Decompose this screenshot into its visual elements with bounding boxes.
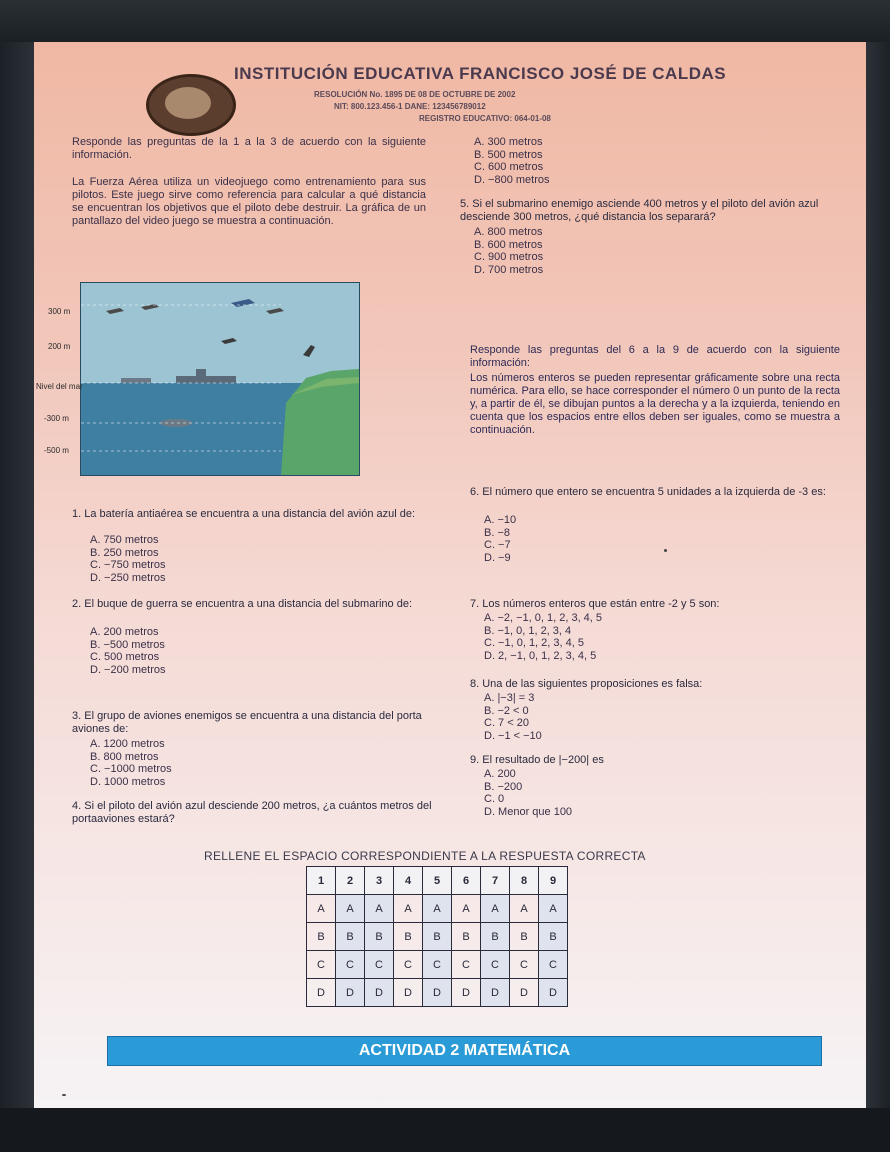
illustration-scene (81, 283, 359, 475)
school-name: INSTITUCIÓN EDUCATIVA FRANCISCO JOSÉ DE CALDAS (234, 64, 727, 83)
answer-bubble[interactable]: A (365, 895, 394, 923)
option[interactable]: A. 200 metros (90, 626, 159, 638)
crest-emblem (165, 87, 211, 119)
warship-icon (121, 378, 151, 383)
answer-row-c (307, 951, 568, 979)
answer-row-d (307, 979, 568, 1007)
option[interactable]: D. −1 < −10 (484, 729, 542, 742)
answer-bubble[interactable]: D (510, 979, 539, 1007)
left-instruction: Responde las preguntas de la 1 a la 3 de acuerdo con la siguiente información. (72, 136, 426, 161)
option[interactable]: A. −10 (484, 514, 517, 526)
question-9-stem: 9. El resultado de |−200| es (470, 754, 604, 766)
answer-bubble[interactable]: D (394, 979, 423, 1007)
answer-bubble[interactable]: B (365, 923, 394, 951)
left-paragraph: La Fuerza Aérea utiliza un videojuego como entrenamiento para sus pilotos. Este juego sirve como referencia para calcular a qué distancia se encuentran los objetivos que el piloto debe destruir. La gráfica de un pantallazo del video juego se muestra a continuación. (72, 176, 426, 227)
illus-label-minus300: -300 m (44, 414, 69, 423)
answer-header-row (307, 867, 568, 895)
answer-bubble[interactable]: A (510, 895, 539, 923)
school-crest-icon (146, 74, 236, 136)
videogame-illustration (80, 282, 360, 476)
answer-bubble[interactable]: D (539, 979, 568, 1007)
option[interactable]: A. 750 metros (90, 534, 159, 546)
answer-bubble[interactable]: A (307, 895, 336, 923)
option[interactable]: A. 800 metros (474, 226, 543, 238)
carrier-tower (196, 369, 206, 376)
option[interactable]: B. 600 metros (474, 238, 543, 251)
answer-bubble[interactable]: D (365, 979, 394, 1007)
option[interactable]: C. 500 metros (90, 651, 160, 663)
option[interactable]: D. Menor que 100 (484, 805, 573, 818)
illus-label-300: 300 m (48, 307, 71, 316)
activity-banner-label: ACTIVIDAD 2 MATEMÁTICA (358, 1042, 571, 1059)
answer-bubble[interactable]: B (307, 923, 336, 951)
option[interactable]: C. 900 metros (474, 251, 544, 263)
sky (81, 283, 359, 383)
answer-bubble[interactable]: A (336, 895, 365, 923)
option[interactable]: B. −200 (484, 780, 523, 793)
illus-label-sea-level: Nivel del mar (36, 382, 83, 391)
option[interactable]: D. 1000 metros (90, 775, 166, 788)
activity-banner (107, 1036, 822, 1066)
answer-bubble[interactable]: D (481, 979, 510, 1007)
option[interactable]: B. 500 metros (474, 148, 543, 161)
answer-bubble[interactable]: C (394, 951, 423, 979)
option[interactable]: B. 800 metros (90, 750, 159, 763)
answer-bubble[interactable]: C (423, 951, 452, 979)
answer-bubble[interactable]: B (423, 923, 452, 951)
question-1-stem: 1. La batería antiaérea se encuentra a una distancia del avión azul de: (72, 508, 416, 520)
answer-bubble[interactable]: B (336, 923, 365, 951)
option[interactable]: B. −1, 0, 1, 2, 3, 4 (484, 624, 572, 637)
answer-bubble[interactable]: B (452, 923, 481, 951)
answer-col-header: 2 (336, 867, 365, 895)
answer-bubble[interactable]: C (336, 951, 365, 979)
question-8-stem: 8. Una de las siguientes proposiciones es falsa: (470, 678, 703, 690)
question-5-options (474, 226, 543, 276)
option[interactable]: B. −500 metros (90, 638, 165, 651)
answer-col-header: 3 (365, 867, 394, 895)
answer-bubble[interactable]: A (452, 895, 481, 923)
screen-speck (664, 549, 667, 552)
answer-bubble[interactable]: C (539, 951, 568, 979)
question-7-stem: 7. Los números enteros que están entre -2 y 5 son: (470, 598, 720, 610)
answer-row-a (307, 895, 568, 923)
option[interactable]: C. −7 (484, 539, 511, 551)
option[interactable]: C. −750 metros (90, 559, 166, 571)
monitor-bezel-bottom (0, 1108, 890, 1152)
aircraft-carrier-icon (176, 376, 236, 383)
answer-bubble[interactable]: C (452, 951, 481, 979)
option[interactable]: D. 700 metros (474, 263, 544, 276)
answer-bubble[interactable]: C (510, 951, 539, 979)
option[interactable]: B. 250 metros (90, 546, 159, 559)
question-4-stem: 4. Si el piloto del avión azul desciende 200 metros, ¿a cuántos metros del portaaviones estará? (72, 800, 432, 825)
option[interactable]: A. 200 (484, 768, 516, 780)
option[interactable]: B. −2 < 0 (484, 704, 529, 717)
question-8-options (484, 692, 542, 742)
question-9-options (484, 768, 572, 818)
question-6-options (484, 514, 516, 564)
answer-bubble[interactable]: A (423, 895, 452, 923)
answer-bubble[interactable]: C (481, 951, 510, 979)
answer-bubble[interactable]: A (394, 895, 423, 923)
option[interactable]: B. −8 (484, 526, 510, 539)
answer-col-header: 1 (307, 867, 336, 895)
nit-line: NIT: 800.123.456-1 DANE: 123456789012 (334, 102, 486, 111)
question-4-options (474, 136, 550, 186)
answer-bubble[interactable]: D (336, 979, 365, 1007)
answer-bubble[interactable]: D (307, 979, 336, 1007)
screen-speck (62, 1094, 66, 1096)
option[interactable]: D. 2, −1, 0, 1, 2, 3, 4, 5 (484, 649, 597, 662)
option[interactable]: C. −1000 metros (90, 763, 172, 775)
monitor-bezel-left (0, 42, 34, 1112)
right-heading: Responde las preguntas del 6 a la 9 de acuerdo con la siguiente información: (470, 344, 840, 369)
question-1-options (90, 534, 166, 584)
answer-col-header: 8 (510, 867, 539, 895)
answer-col-header: 4 (394, 867, 423, 895)
option[interactable]: D. −250 metros (90, 571, 166, 584)
option[interactable]: C. 0 (484, 793, 505, 805)
answer-col-header: 6 (452, 867, 481, 895)
option[interactable]: C. 600 metros (474, 161, 544, 173)
answer-bubble[interactable]: D (423, 979, 452, 1007)
illus-label-minus500: -500 m (44, 446, 69, 455)
answer-bubble[interactable]: D (452, 979, 481, 1007)
answer-row-b (307, 923, 568, 951)
question-3-stem: 3. El grupo de aviones enemigos se encuentra a una distancia del porta aviones de: (72, 710, 422, 735)
answer-col-header: 5 (423, 867, 452, 895)
registro-line: REGISTRO EDUCATIVO: 064-01-08 (419, 114, 551, 123)
illus-label-200: 200 m (48, 342, 71, 351)
submarine-icon (160, 419, 192, 427)
option[interactable]: C. −1, 0, 1, 2, 3, 4, 5 (484, 637, 584, 649)
monitor-bezel-top (0, 0, 890, 42)
resolution-line: RESOLUCIÓN No. 1895 DE 08 DE OCTUBRE DE 2002 (314, 90, 516, 99)
option[interactable]: D. −800 metros (474, 173, 550, 186)
answer-bubble[interactable]: B (510, 923, 539, 951)
question-2-options (90, 626, 166, 676)
answer-col-header: 7 (481, 867, 510, 895)
question-7-options (484, 612, 602, 662)
answer-bubble[interactable]: C (307, 951, 336, 979)
answer-bubble[interactable]: A (481, 895, 510, 923)
answer-table (306, 866, 568, 1007)
question-2-stem: 2. El buque de guerra se encuentra a una distancia del submarino de: (72, 598, 413, 610)
answer-bubble[interactable]: B (539, 923, 568, 951)
answer-bubble[interactable]: B (481, 923, 510, 951)
answer-bubble[interactable]: C (365, 951, 394, 979)
monitor-bezel-right (866, 42, 890, 1112)
option[interactable]: D. −200 metros (90, 663, 166, 676)
option[interactable]: D. −9 (484, 551, 511, 564)
answer-bubble[interactable]: A (539, 895, 568, 923)
question-5-stem: 5. Si el submarino enemigo asciende 400 metros y el piloto del avión azul desciende 300 metros, ¿qué distancia los separará? (460, 198, 819, 223)
right-paragraph: Los números enteros se pueden representar gráficamente sobre una recta numérica. Para ello, se hace corresponder el número 0 un punto de la recta y, a partir de él, se dibujan puntos a la derecha y a la izquierda, teniendo en cuenta que los espacios entre ellos deben ser iguales, como se muestra a continuación. (470, 372, 840, 436)
option[interactable]: C. 7 < 20 (484, 717, 529, 729)
answer-grid (306, 866, 568, 1007)
option[interactable]: A. −2, −1, 0, 1, 2, 3, 4, 5 (484, 612, 603, 624)
answer-col-header: 9 (539, 867, 568, 895)
worksheet-page (34, 42, 866, 1108)
answer-bubble[interactable]: B (394, 923, 423, 951)
option[interactable]: A. 1200 metros (90, 738, 165, 750)
option[interactable]: A. |−3| = 3 (484, 692, 535, 704)
option[interactable]: A. 300 metros (474, 136, 543, 148)
question-3-options (90, 738, 172, 788)
question-6-stem: 6. El número que entero se encuentra 5 unidades a la izquierda de -3 es: (470, 486, 826, 498)
answer-sheet-title: RELLENE EL ESPACIO CORRESPONDIENTE A LA RESPUESTA CORRECTA (204, 849, 646, 863)
